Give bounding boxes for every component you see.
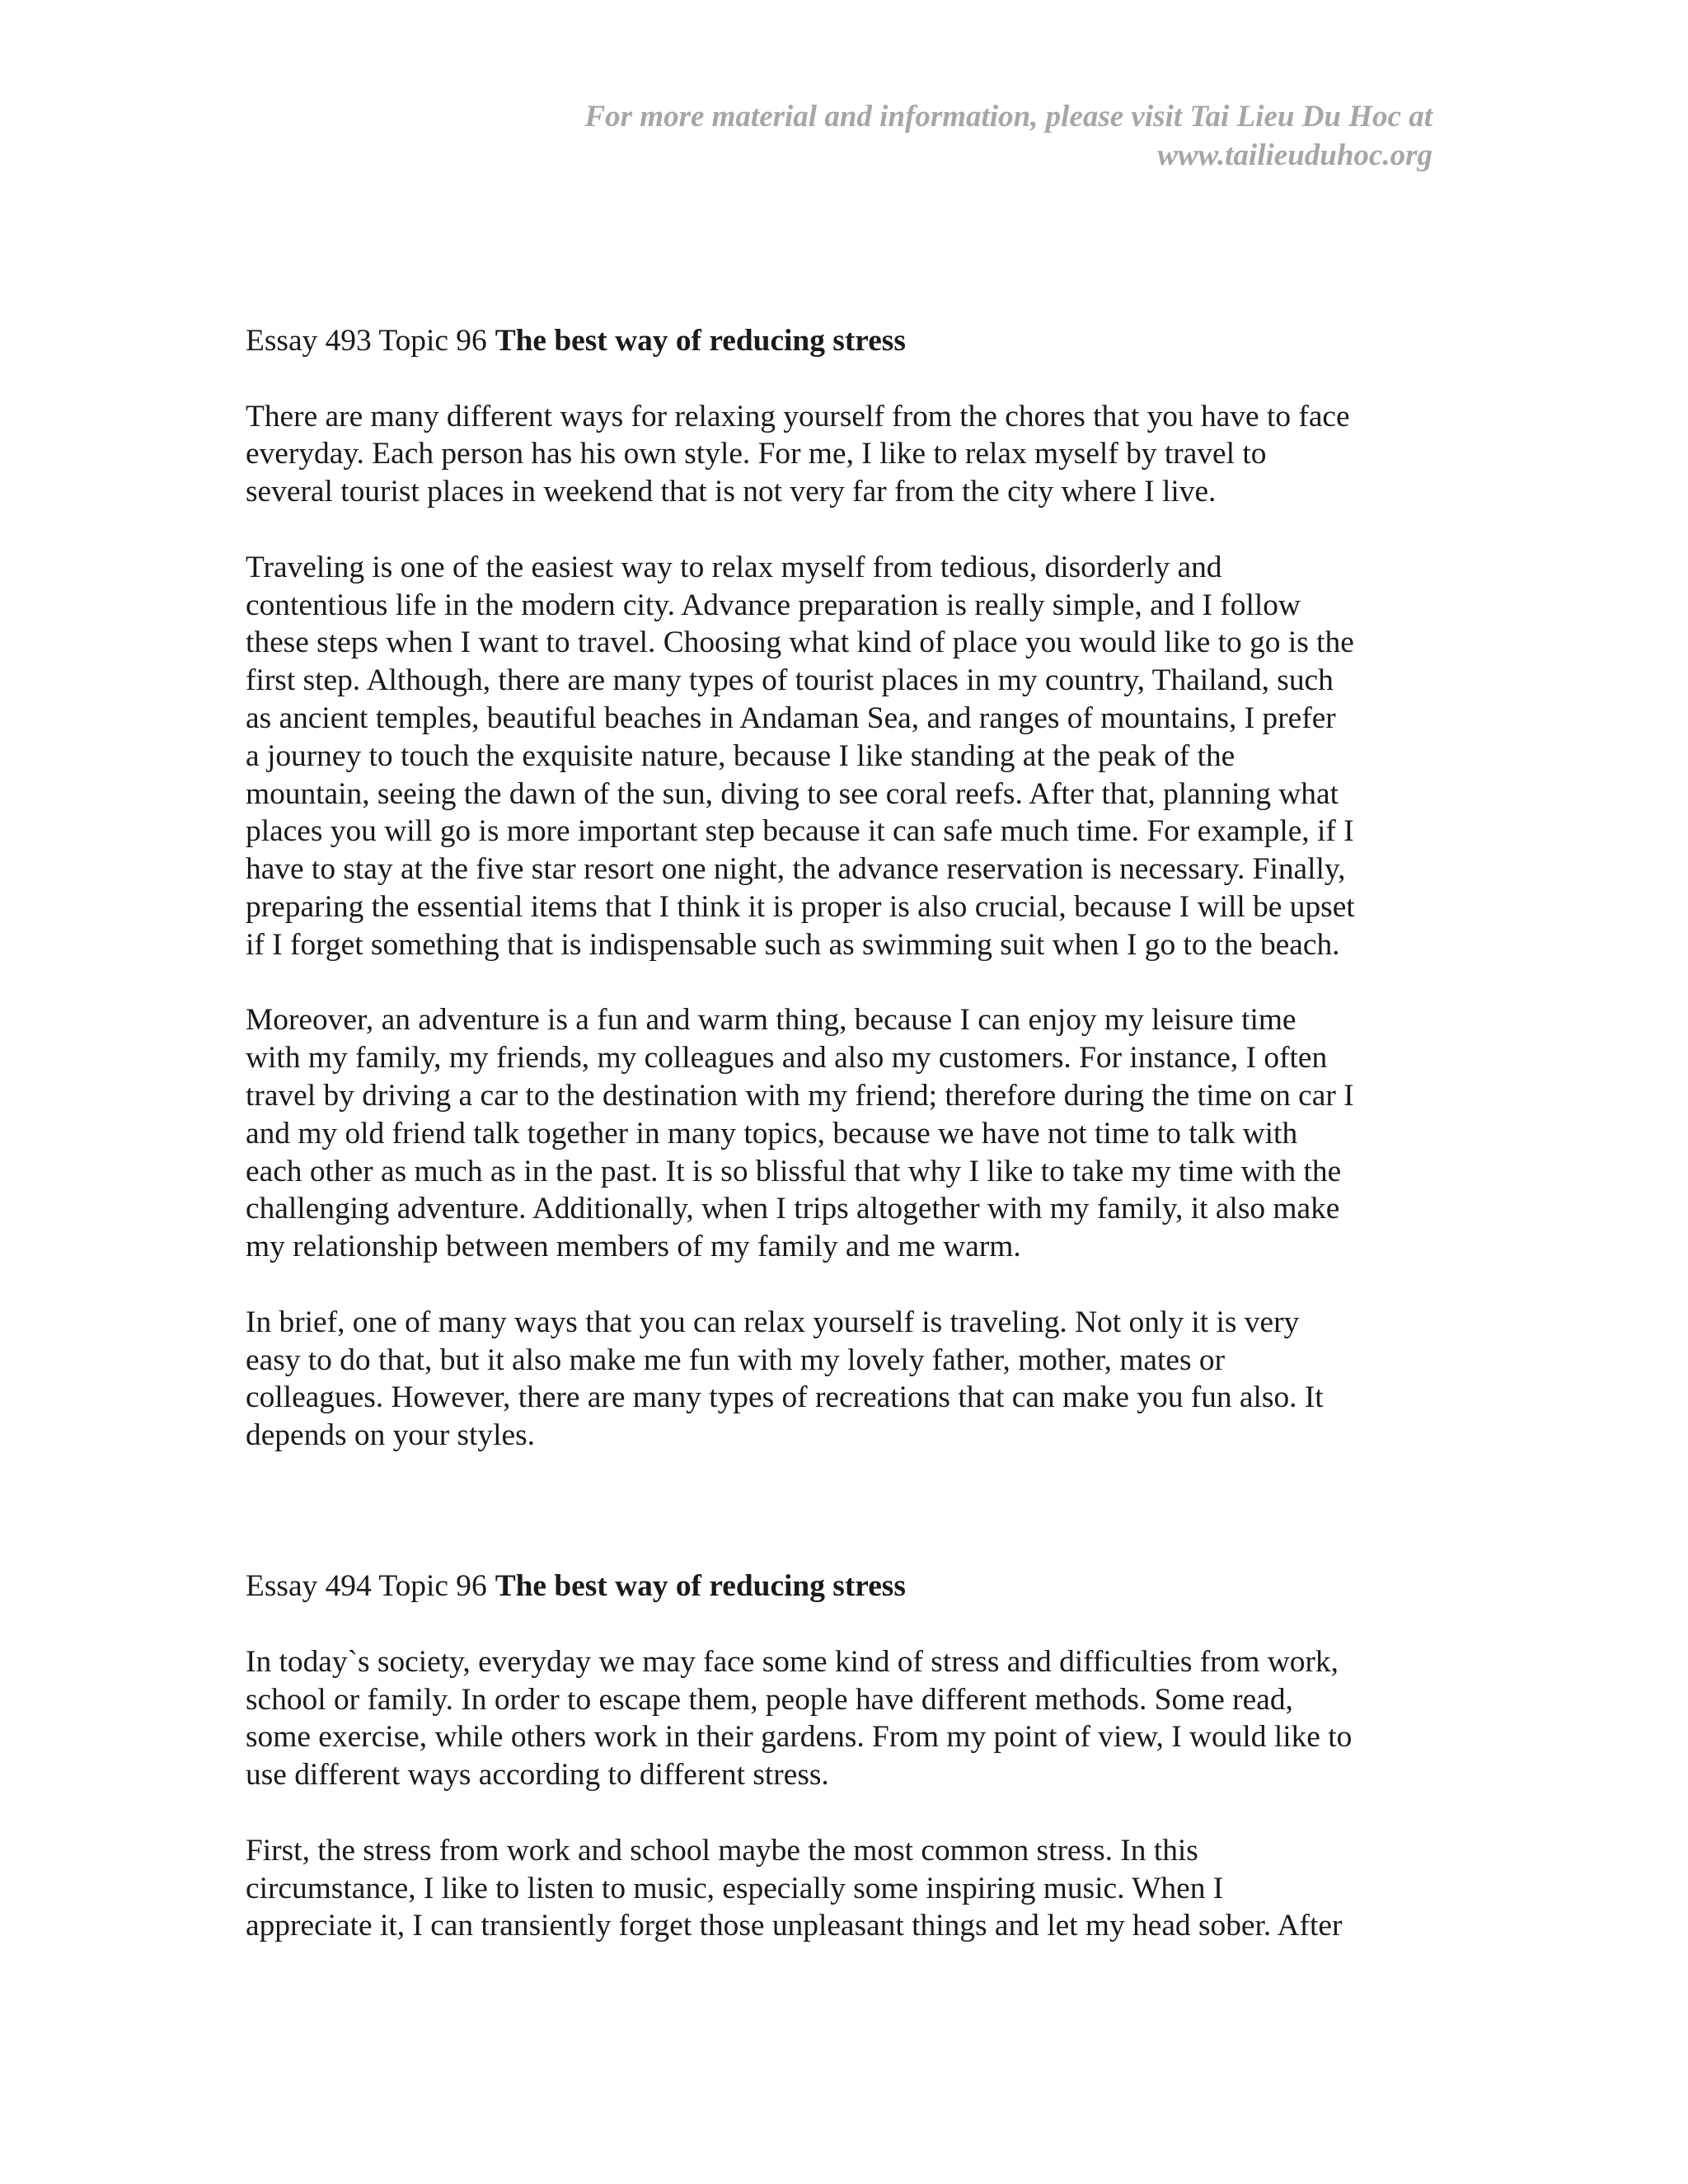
header-line-1: For more material and information, please visit Tai Lieu Du Hoc at — [584, 100, 1432, 134]
text-line: mountain, seeing the dawn of the sun, diving to see coral reefs. After that, planning what — [246, 776, 1339, 811]
text-line: In brief, one of many ways that you can relax yourself is traveling. Not only it is very — [246, 1305, 1300, 1339]
essay-493 — [246, 322, 1437, 1455]
text-line: contentious life in the modern city. Advance preparation is really simple, and I follow — [246, 588, 1301, 622]
page-header — [443, 97, 1432, 175]
text-line: first step. Although, there are many types of tourist places in my country, Thailand, such — [246, 663, 1334, 698]
text-line: appreciate it, I can transiently forget those unpleasant things and let my head sober. After — [246, 1909, 1343, 1943]
text-line: my relationship between members of my family and me warm. — [246, 1230, 1021, 1264]
essay-label: Essay 493 Topic 96 — [246, 324, 487, 358]
text-line: easy to do that, but it also make me fun with my lovely father, mother, mates or — [246, 1343, 1226, 1377]
text-line: places you will go is more important step because it can safe much time. For example, if I — [246, 814, 1354, 849]
text-line: colleagues. However, there are many types of recreations that can make you fun also. It — [246, 1380, 1324, 1415]
text-line: circumstance, I like to listen to music, especially some inspiring music. When I — [246, 1871, 1224, 1905]
essay-heading — [246, 1568, 1437, 1605]
text-line: preparing the essential items that I think it is proper is also crucial, because I will be upset — [246, 889, 1355, 924]
essay-494 — [246, 1568, 1437, 1945]
essay-heading — [246, 322, 1437, 360]
text-line: each other as much as in the past. It is so blissful that why I like to take my time with the — [246, 1154, 1342, 1188]
paragraph — [246, 1304, 1437, 1455]
text-line: as ancient temples, beautiful beaches in Andaman Sea, and ranges of mountains, I prefer — [246, 701, 1336, 735]
text-line: use different ways according to different stress. — [246, 1758, 829, 1793]
text-line: have to stay at the five star resort one night, the advance reservation is necessary. Finally, — [246, 852, 1346, 887]
text-line: depends on your styles. — [246, 1418, 536, 1453]
header-line-2: www.tailieuduhoc.org — [1157, 138, 1432, 172]
text-line: school or family. In order to escape them, people have different methods. Some read, — [246, 1682, 1293, 1717]
essay-title: The best way of reducing stress — [495, 1569, 906, 1604]
text-line: everyday. Each person has his own style. For me, I like to relax myself by travel to — [246, 437, 1267, 471]
text-line: a journey to touch the exquisite nature, because I like standing at the peak of the — [246, 738, 1236, 773]
text-line: these steps when I want to travel. Choosing what kind of place you would like to go is the — [246, 626, 1354, 660]
text-line: travel by driving a car to the destination with my friend; therefore during the time on car I — [246, 1078, 1354, 1113]
text-line: First, the stress from work and school maybe the most common stress. In this — [246, 1833, 1198, 1868]
text-line: and my old friend talk together in many topics, because we have not time to talk with — [246, 1116, 1298, 1151]
document-body — [246, 322, 1437, 1983]
text-line: Traveling is one of the easiest way to relax myself from tedious, disorderly and — [246, 550, 1222, 584]
text-line: several tourist places in weekend that is not very far from the city where I live. — [246, 475, 1217, 509]
paragraph — [246, 1001, 1437, 1266]
essay-title: The best way of reducing stress — [495, 324, 906, 358]
text-line: In today`s society, everyday we may face some kind of stress and difficulties from work, — [246, 1644, 1339, 1679]
text-line: Moreover, an adventure is a fun and warm thing, because I can enjoy my leisure time — [246, 1003, 1296, 1038]
text-line: if I forget something that is indispensable such as swimming suit when I go to the beach. — [246, 927, 1340, 962]
paragraph — [246, 1832, 1437, 1945]
text-line: with my family, my friends, my colleagues and also my customers. For instance, I often — [246, 1041, 1328, 1076]
essay-separator-space — [246, 1493, 1437, 1568]
essay-label: Essay 494 Topic 96 — [246, 1569, 487, 1604]
text-line: There are many different ways for relaxing yourself from the chores that you have to face — [246, 399, 1350, 434]
paragraph — [246, 549, 1437, 964]
text-line: challenging adventure. Additionally, when I trips altogether with my family, it also make — [246, 1192, 1340, 1226]
text-line: some exercise, while others work in their gardens. From my point of view, I would like to — [246, 1720, 1353, 1755]
paragraph — [246, 1643, 1437, 1794]
paragraph — [246, 398, 1437, 511]
